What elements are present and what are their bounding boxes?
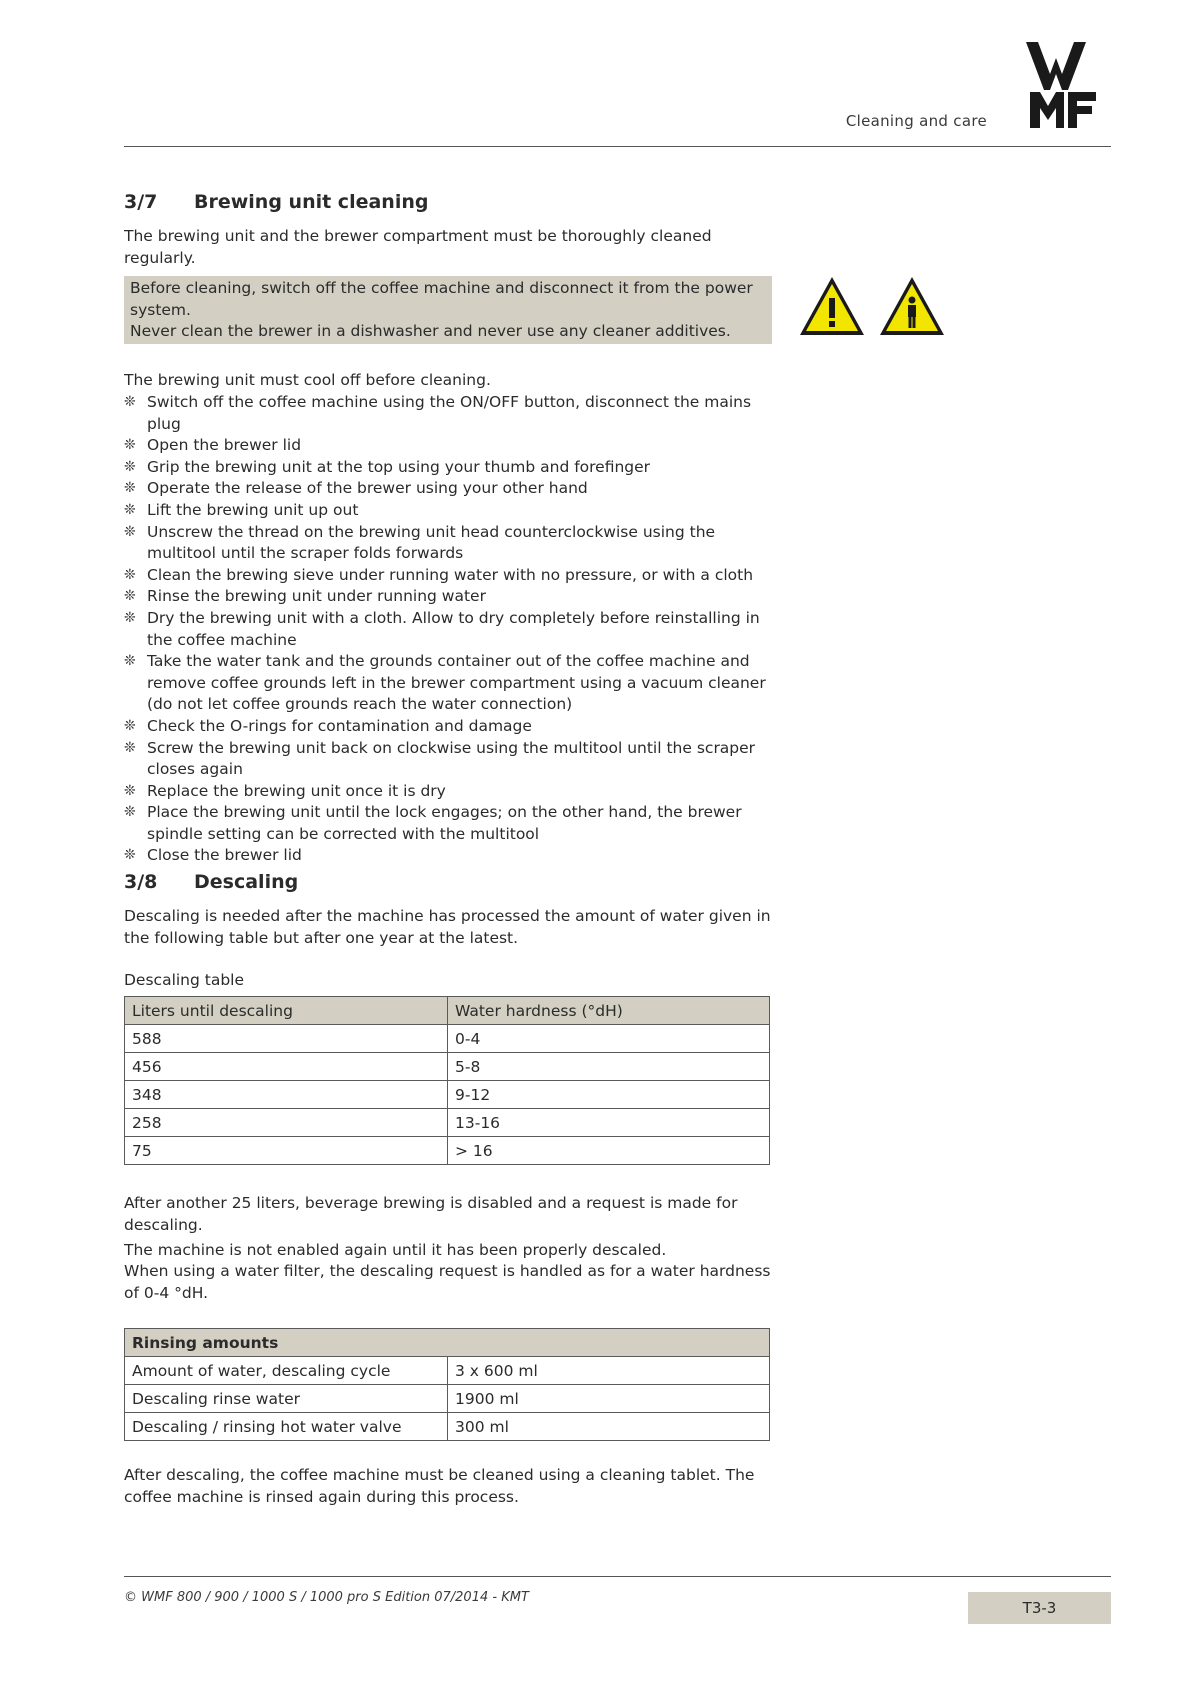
list-item: ❊ Unscrew the thread on the brewing unit head counterclockwise using the multitool until the scraper folds forwards — [124, 522, 716, 563]
table-header-row — [125, 1329, 770, 1357]
table-row — [125, 1137, 770, 1165]
warning-icons — [798, 274, 948, 338]
person-warning-icon — [880, 277, 944, 335]
list-item: ❊ Check the O-rings for contamination and damage — [124, 716, 784, 738]
section-number: 3/8 — [124, 871, 158, 893]
table-row — [125, 1025, 770, 1053]
list-item: ❊ Clean the brewing sieve under running water with no pressure, or with a cloth — [124, 565, 784, 587]
table-cell: 300 ml — [448, 1413, 770, 1441]
warning-line: Never clean the brewer in a dishwasher and never use any cleaner additives. — [130, 322, 731, 340]
table-cell: Amount of water, descaling cycle — [125, 1357, 448, 1385]
table-cell: Descaling / rinsing hot water valve — [125, 1413, 448, 1441]
snowflake-bullet-icon: ❊ — [124, 782, 136, 799]
snowflake-bullet-icon: ❊ — [124, 501, 136, 518]
list-item: ❊ Close the brewer lid — [124, 845, 784, 867]
table-cell: 258 — [125, 1109, 448, 1137]
table-row — [125, 1109, 770, 1137]
column-header: Liters until descaling — [125, 997, 448, 1025]
snowflake-bullet-icon: ❊ — [124, 437, 136, 454]
descaling-note-3: When using a water filter, the descaling request is handled as for a water hardness of 0-4 °dH. — [124, 1262, 771, 1302]
table-row — [125, 1053, 770, 1081]
snowflake-bullet-icon: ❊ — [124, 804, 136, 821]
table-cell: 0-4 — [448, 1025, 770, 1053]
table-row — [125, 1357, 770, 1385]
table-row — [125, 1385, 770, 1413]
list-item: ❊ Take the water tank and the grounds container out of the coffee machine and remove coffee grounds left in the brewer compartment using a vacuum cleaner (do not let coffee grounds reach the water connection) — [124, 652, 766, 714]
brewing-steps-list — [124, 392, 784, 867]
snowflake-bullet-icon: ❊ — [124, 653, 136, 670]
table-cell: 75 — [125, 1137, 448, 1165]
list-item: ❊ Switch off the coffee machine using the ON/OFF button, disconnect the mains plug — [124, 393, 752, 433]
table-cell: 3 x 600 ml — [448, 1357, 770, 1385]
brewing-intro: The brewing unit and the brewer compartment must be thoroughly cleaned regularly. — [124, 227, 712, 267]
snowflake-bullet-icon: ❊ — [124, 717, 136, 734]
list-item: ❊ Grip the brewing unit at the top using your thumb and forefinger — [124, 457, 784, 479]
table-cell: Descaling rinse water — [125, 1385, 448, 1413]
page-number-badge: T3-3 — [968, 1592, 1111, 1624]
list-item: ❊ Dry the brewing unit with a cloth. Allow to dry completely before reinstalling in the coffee machine — [124, 608, 760, 649]
footer-edition: © WMF 800 / 900 / 1000 S / 1000 pro S Edition 07/2014 - KMT — [124, 1590, 529, 1605]
column-header: Water hardness (°dH) — [448, 997, 770, 1025]
footer-divider — [124, 1576, 1111, 1577]
table-cell: 456 — [125, 1053, 448, 1081]
table-cell: 9-12 — [448, 1081, 770, 1109]
table-row — [125, 1081, 770, 1109]
header-section-title: Cleaning and care — [845, 112, 987, 130]
snowflake-bullet-icon: ❊ — [124, 458, 136, 475]
snowflake-bullet-icon: ❊ — [124, 394, 136, 410]
snowflake-bullet-icon: ❊ — [124, 588, 136, 605]
rinsing-amounts-table — [124, 1328, 770, 1441]
descaling-closing: After descaling, the coffee machine must be cleaned using a cleaning tablet. The coffee machine is rinsed again during this process. — [124, 1466, 755, 1506]
table-row — [125, 1413, 770, 1441]
snowflake-bullet-icon: ❊ — [124, 480, 136, 497]
table-cell: 348 — [125, 1081, 448, 1109]
list-item: ❊ Place the brewing unit until the lock engages; on the other hand, the brewer spindle setting can be corrected with the multitool — [124, 803, 742, 843]
snowflake-bullet-icon: ❊ — [124, 609, 136, 626]
descaling-table — [124, 996, 770, 1165]
table-cell: > 16 — [448, 1137, 770, 1165]
wmf-logo — [1024, 40, 1104, 130]
header-divider — [124, 146, 1111, 147]
table-cell: 5-8 — [448, 1053, 770, 1081]
warning-line: Before cleaning, switch off the coffee machine and disconnect it from the power system. — [130, 279, 753, 319]
snowflake-bullet-icon: ❊ — [124, 739, 136, 756]
table-header-row — [125, 997, 770, 1025]
list-item: ❊ Open the brewer lid — [124, 435, 784, 457]
table-cell: 1900 ml — [448, 1385, 770, 1413]
section-heading-brewing — [124, 191, 428, 213]
list-item: ❊ Operate the release of the brewer using your other hand — [124, 478, 784, 500]
descaling-note-2: The machine is not enabled again until it has been properly descaled. — [124, 1241, 667, 1259]
list-item: ❊ Lift the brewing unit up out — [124, 500, 784, 522]
table-cell: 13-16 — [448, 1109, 770, 1137]
section-title: Descaling — [194, 871, 299, 893]
descaling-intro: Descaling is needed after the machine has processed the amount of water given in the following table but after one year at the latest. — [124, 907, 771, 947]
descaling-table-caption: Descaling table — [124, 971, 245, 989]
brewing-lead: The brewing unit must cool off before cleaning. — [124, 371, 491, 389]
table-cell: 588 — [125, 1025, 448, 1053]
list-item: ❊ Screw the brewing unit back on clockwise using the multitool until the scraper closes again — [124, 738, 756, 779]
section-title: Brewing unit cleaning — [194, 191, 429, 213]
descaling-note-1: After another 25 liters, beverage brewing is disabled and a request is made for descaling. — [124, 1194, 738, 1234]
section-heading-descaling — [124, 871, 298, 893]
exclamation-warning-icon — [800, 277, 864, 335]
list-item: ❊ Replace the brewing unit once it is dry — [124, 781, 784, 803]
warning-box — [124, 276, 772, 344]
snowflake-bullet-icon: ❊ — [124, 847, 136, 864]
list-item: ❊ Rinse the brewing unit under running water — [124, 586, 784, 608]
snowflake-bullet-icon: ❊ — [124, 566, 136, 583]
table-title: Rinsing amounts — [125, 1329, 770, 1357]
snowflake-bullet-icon: ❊ — [124, 523, 136, 540]
section-number: 3/7 — [124, 191, 158, 213]
